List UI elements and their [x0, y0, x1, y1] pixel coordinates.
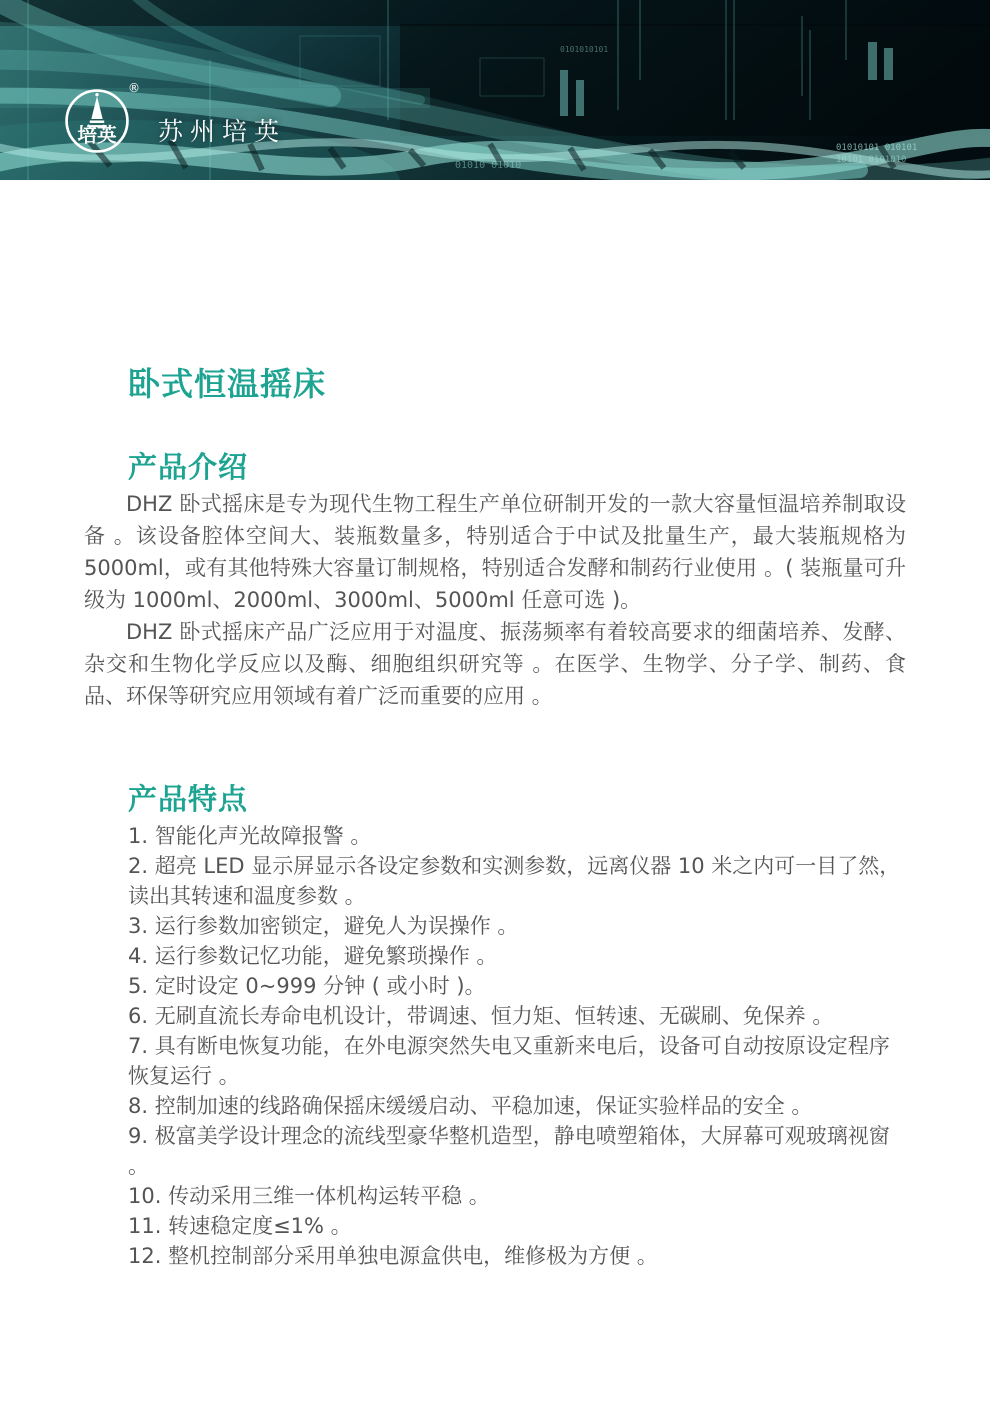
logo-text: 培英: [77, 123, 117, 147]
feature-item: 8. 控制加速的线路确保摇床缓缓启动、平稳加速，保证实验样品的安全 。: [128, 1094, 813, 1118]
header-banner: [0, 0, 990, 180]
feature-item: 5. 定时设定 0~999 分钟 ( 或小时 )。: [128, 974, 486, 998]
feature-item: 1. 智能化声光故障报警 。: [128, 824, 372, 848]
binary-decoration: 10101 0101010: [836, 155, 907, 165]
feature-item: 9. 极富美学设计理念的流线型豪华整机造型，静电喷塑箱体，大屏幕可观玻璃视窗 。: [128, 1124, 890, 1178]
feature-item: 10. 传动采用三维一体机构运转平稳 。: [128, 1184, 490, 1208]
section-heading-intro: 产品介绍: [128, 450, 249, 484]
logo-emblem-icon: [64, 88, 130, 154]
company-logo: [64, 81, 484, 166]
feature-item: 3. 运行参数加密锁定，避免人为误操作 。: [128, 914, 519, 938]
binary-decoration: 01010 01010: [455, 160, 522, 171]
feature-item: 2. 超亮 LED 显示屏显示各设定参数和实测参数，远离仪器 10 米之内可一目了然，读出其转速和温度参数 。: [128, 854, 901, 908]
feature-list: [128, 821, 906, 1271]
intro-paragraph: DHZ 卧式摇床产品广泛应用于对温度、振荡频率有着较高要求的细菌培养、发酵、杂交和生物化学反应以及酶、细胞组织研究等 。在医学、生物学、分子学、制药、食品、环保等研究应用领域有着广泛而重要的应用 。: [84, 620, 906, 708]
feature-item: 4. 运行参数记忆功能，避免繁琐操作 。: [128, 944, 498, 968]
content-area: [84, 366, 906, 1271]
feature-item: 11. 转速稳定度≤1% 。: [128, 1214, 352, 1238]
feature-item: 7. 具有断电恢复功能，在外电源突然失电又重新来电后，设备可自动按原设定程序恢复运行 。: [128, 1034, 890, 1088]
pagoda-tower-icon: [87, 93, 107, 127]
binary-decoration: 01010101 010101: [836, 143, 918, 153]
page-title: 卧式恒温摇床: [128, 365, 327, 403]
company-name: 苏州培英: [158, 117, 287, 146]
section-heading-features: 产品特点: [128, 782, 249, 816]
feature-item: 12. 整机控制部分采用单独电源盒供电，维修极为方便 。: [128, 1244, 658, 1268]
feature-item: 6. 无刷直流长寿命电机设计，带调速、恒力矩、恒转速、无碳刷、免保养 。: [128, 1004, 834, 1028]
binary-decoration: 0101010101: [560, 45, 609, 54]
intro-paragraph: DHZ 卧式摇床是专为现代生物工程生产单位研制开发的一款大容量恒温培养制取设备 。该设备腔体空间大、装瓶数量多，特别适合于中试及批量生产，最大装瓶规格为 5000ml，或有其他特殊大容量订制规格，特别适合发酵和制药行业使用 。( 装瓶量可升级为 1000ml、2000ml、3000ml、5000ml 任意可选 )。: [84, 492, 906, 612]
registered-trademark-icon: ®: [128, 81, 140, 95]
